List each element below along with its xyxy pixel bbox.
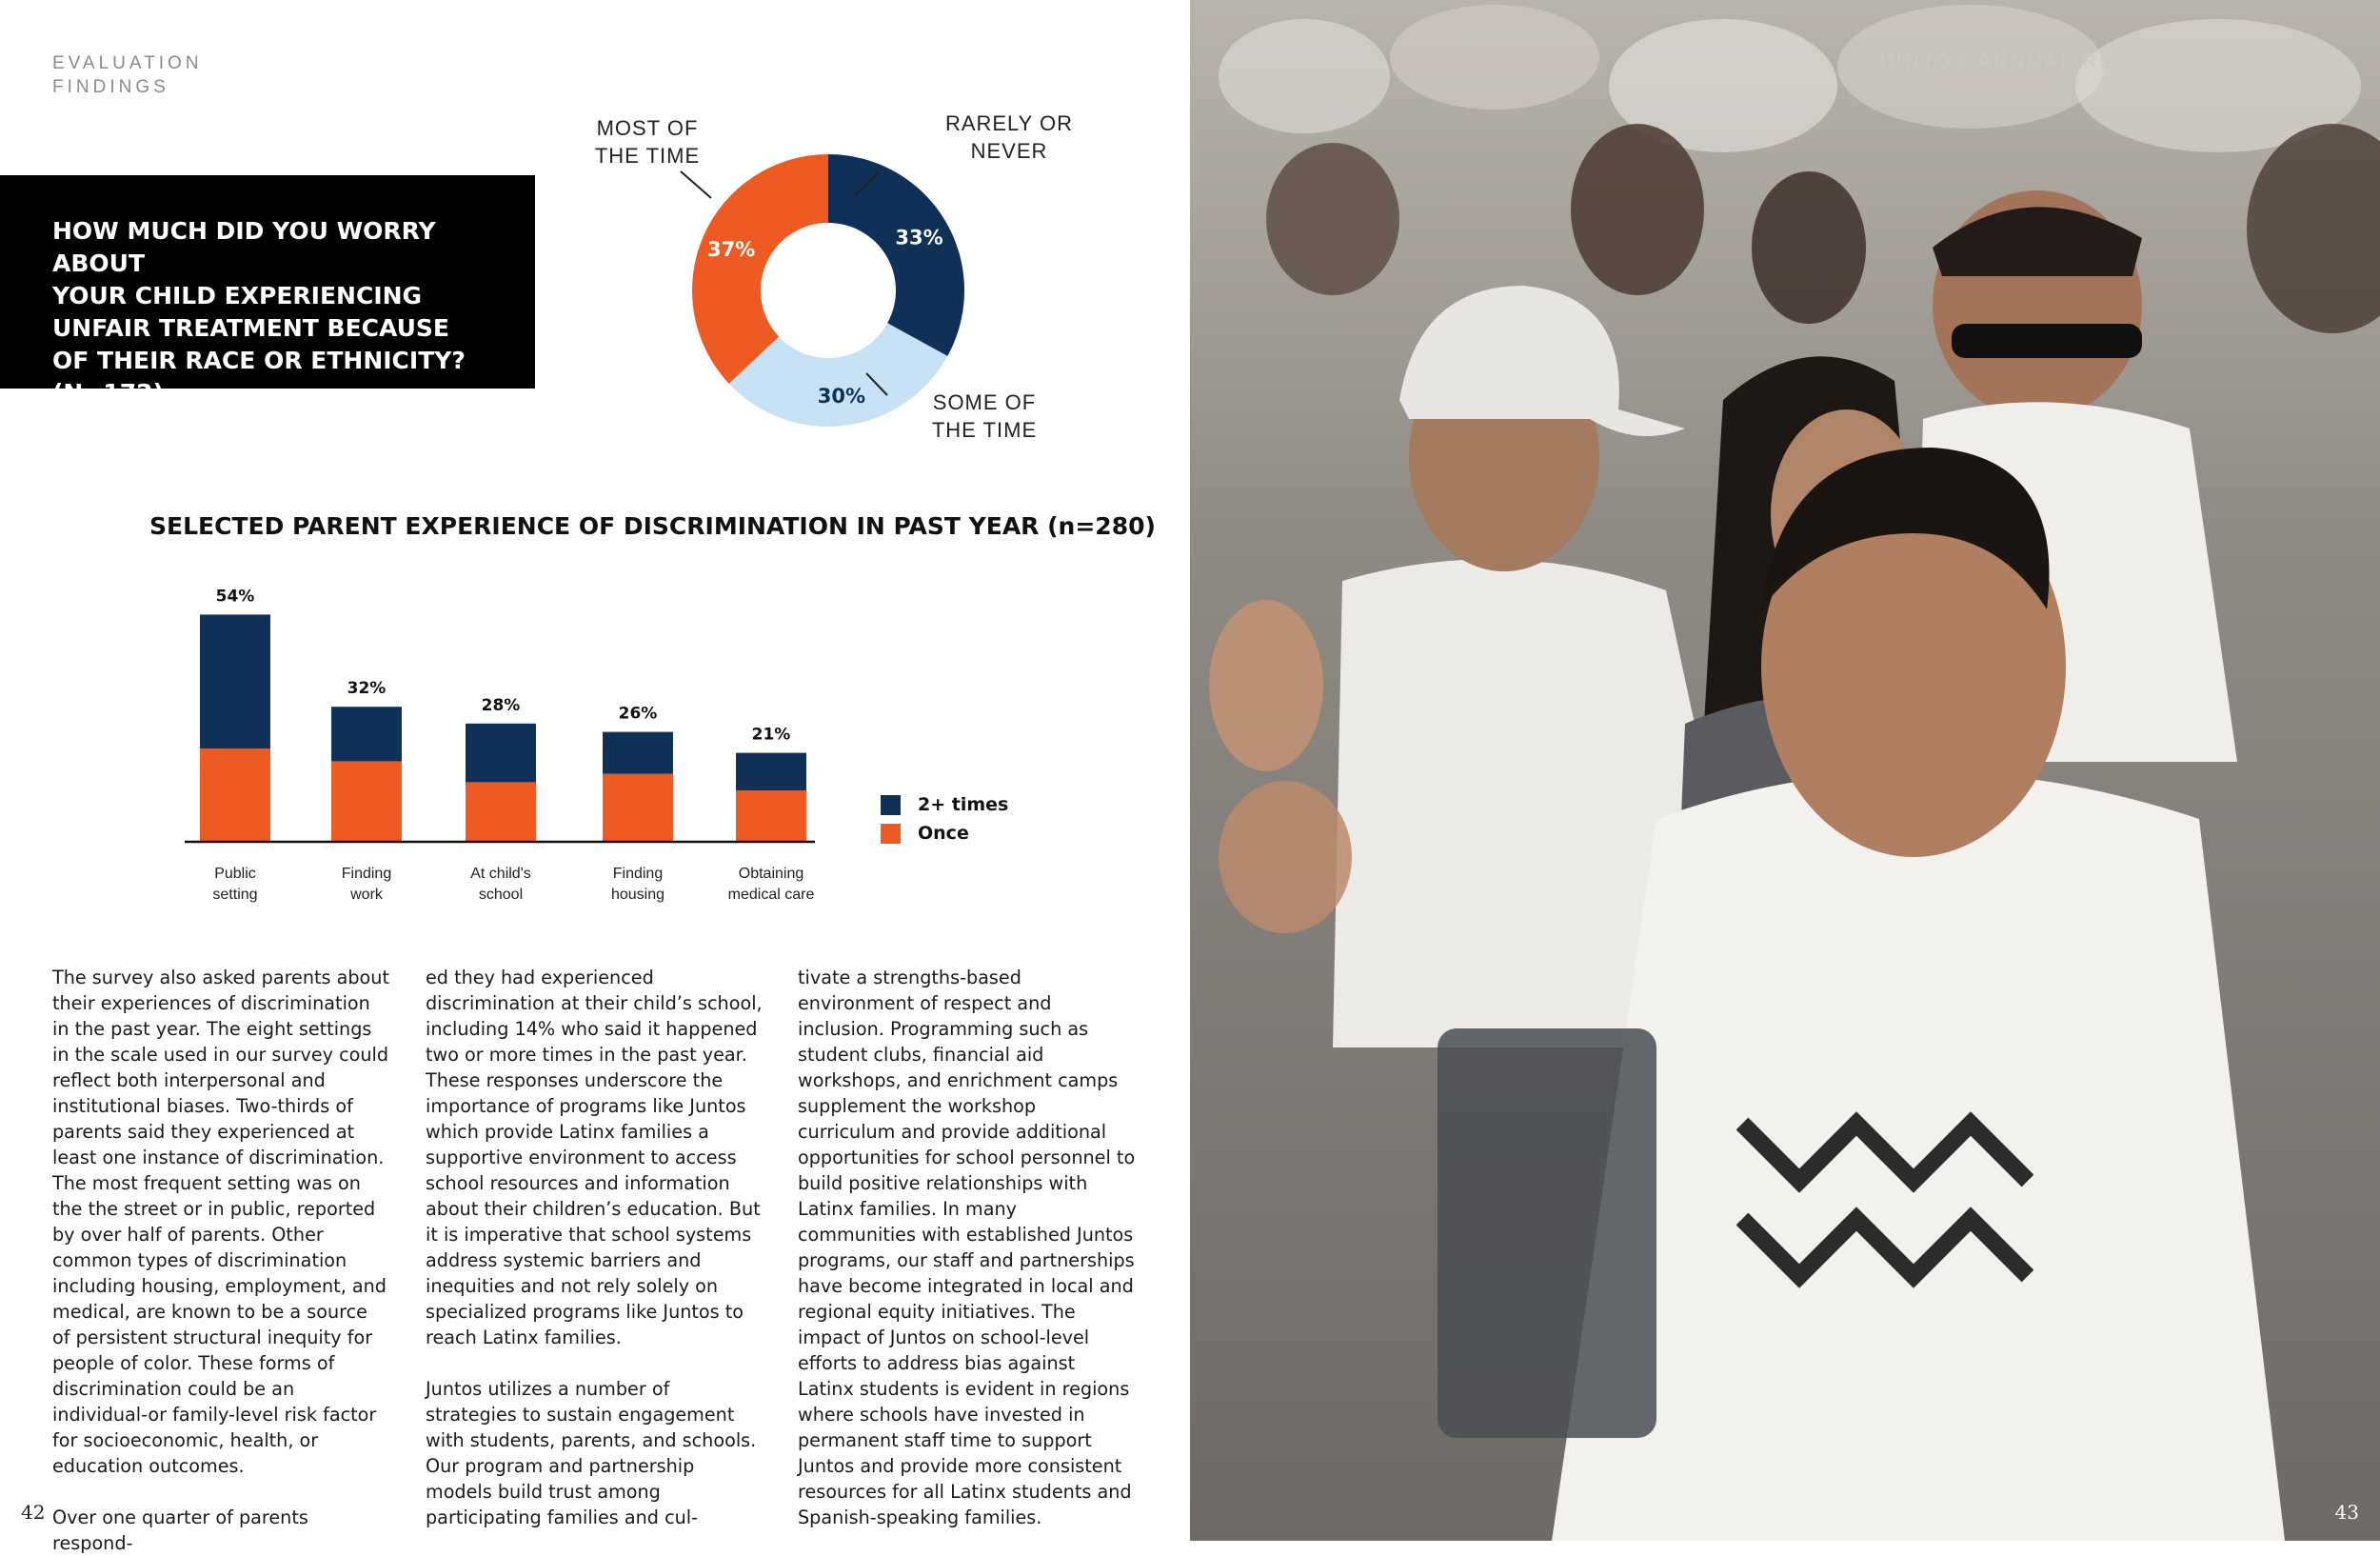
crowd-head bbox=[1752, 171, 1866, 324]
chair bbox=[1438, 1028, 1656, 1438]
crowd-blob bbox=[1219, 19, 1390, 133]
question-line: OF THEIR RACE OR ETHNICITY? (N=172) bbox=[52, 347, 466, 407]
question-line: HOW MUCH DID YOU WORRY ABOUT bbox=[52, 217, 436, 277]
question-box bbox=[0, 175, 535, 407]
legend-item bbox=[881, 819, 1008, 848]
donut-value-label: 30% bbox=[817, 385, 866, 409]
paragraph: ed they had experienced discrimination at their child’s school, including 14% who said it happened two or more times in the past year. These responses underscore the importance of programs like Juntos which provide Latinx families a supportive environment to access school resources and information about their children’s education. But it is imperative that school systems address systemic barriers and inequities and not rely solely on specialized programs like Juntos to reach Latinx families. bbox=[426, 967, 763, 1348]
donut-value-label: 37% bbox=[706, 237, 756, 261]
bar-total-label: 28% bbox=[481, 695, 521, 715]
legend-label: 2+ times bbox=[918, 794, 1009, 815]
crowd-blob bbox=[1390, 5, 1599, 110]
donut-label-some bbox=[927, 389, 1041, 444]
section-label-line1: EVALUATION bbox=[52, 53, 203, 73]
bar-segment bbox=[200, 748, 270, 841]
hands bbox=[1219, 781, 1352, 933]
bar-segment bbox=[603, 774, 673, 841]
body-column-3 bbox=[798, 965, 1136, 1530]
section-label-line2: FINDINGS bbox=[52, 77, 169, 97]
bar-segment bbox=[466, 724, 536, 783]
category-label: medical care bbox=[727, 887, 815, 903]
page-number-right: 43 bbox=[2334, 1501, 2359, 1524]
category-label: school bbox=[478, 887, 524, 903]
bar-total-label: 26% bbox=[618, 704, 658, 724]
crowd-head bbox=[1266, 143, 1399, 295]
body-column-1 bbox=[52, 965, 390, 1556]
bar-segment bbox=[466, 782, 536, 841]
donut-label-line: THE TIME bbox=[594, 144, 701, 168]
donut-value-label: 33% bbox=[895, 226, 943, 249]
category-label: work bbox=[350, 887, 383, 903]
paragraph: The survey also asked parents about their experiences of discrimination in the past year. The eight settings in the scale used in our survey could reflect both interpersonal and institutional biases. Two-thirds of parents said they experienced at least one instance of discrimination. The most frequent setting was on the the street or in public, reported by over half of parents. Other common types of discrimination including housing, employment, and medical, are known to be a source of persistent structural inequity for people of color. These forms of discrimination could be an individual-or family-level risk factor for socioeconomic, health, or education outcomes. bbox=[52, 967, 389, 1477]
category-label: Finding bbox=[341, 866, 392, 882]
body-column-2 bbox=[426, 965, 764, 1530]
category-label: Public bbox=[214, 866, 256, 882]
leader-line-most bbox=[681, 171, 711, 198]
bar-total-label: 21% bbox=[751, 725, 791, 745]
bar-segment bbox=[736, 753, 806, 791]
bar-segment bbox=[331, 707, 402, 761]
teen-shirt bbox=[1552, 771, 2285, 1541]
bar-chart bbox=[143, 571, 828, 914]
donut-label-rarely bbox=[942, 110, 1076, 165]
legend-label: Once bbox=[918, 823, 969, 844]
legend-swatch bbox=[881, 795, 901, 815]
report-header: JUNTOS ANNUAL REPORT 2019 - 2021 bbox=[1875, 51, 2328, 71]
bar-segment bbox=[603, 732, 673, 774]
donut-slice bbox=[692, 154, 828, 384]
chart-legend bbox=[881, 790, 1008, 848]
section-label bbox=[52, 51, 203, 99]
paragraph: Over one quarter of parents respond- bbox=[52, 1506, 308, 1554]
legend-swatch bbox=[881, 824, 901, 844]
legend-item bbox=[881, 790, 1008, 819]
paragraph: Juntos utilizes a number of strategies to sustain engagement with students, parents, and schools. Our program and partnership models build trust among participating families and cul- bbox=[426, 1378, 757, 1528]
bar-total-label: 54% bbox=[215, 587, 255, 607]
donut-label-line: NEVER bbox=[970, 139, 1048, 163]
category-label: Obtaining bbox=[738, 866, 804, 882]
donut-label-line: SOME OF bbox=[932, 390, 1037, 414]
donut-label-line: RARELY OR bbox=[944, 111, 1074, 135]
hands bbox=[1209, 600, 1323, 771]
donut-label-most bbox=[590, 114, 704, 170]
crowd-head bbox=[1571, 124, 1704, 295]
category-label: At child's bbox=[470, 866, 531, 882]
bar-total-label: 32% bbox=[347, 679, 387, 699]
crowd-photo bbox=[1190, 0, 2380, 1541]
question-line: YOUR CHILD EXPERIENCING bbox=[52, 282, 423, 309]
bar-segment bbox=[200, 614, 270, 748]
donut-label-line: MOST OF bbox=[596, 116, 699, 140]
category-label: Finding bbox=[612, 866, 664, 882]
question-line: UNFAIR TREATMENT BECAUSE bbox=[52, 314, 449, 342]
bar-segment bbox=[736, 790, 806, 841]
sunglasses bbox=[1952, 324, 2142, 358]
donut-slice bbox=[828, 154, 964, 356]
right-page-photo bbox=[1190, 0, 2380, 1541]
page-number-left: 42 bbox=[21, 1501, 46, 1524]
category-label: setting bbox=[212, 887, 258, 903]
chart-title: SELECTED PARENT EXPERIENCE OF DISCRIMINATION IN PAST YEAR (n=280) bbox=[149, 512, 1156, 540]
donut-label-line: THE TIME bbox=[931, 418, 1038, 442]
left-page bbox=[0, 0, 1190, 1554]
bar-segment bbox=[331, 761, 402, 841]
category-label: housing bbox=[610, 887, 665, 903]
paragraph: tivate a strengths-based environment of respect and inclusion. Programming such as student clubs, financial aid workshops, and enrichment camps supplement the workshop curriculum and provide additional opportunities for school personnel to build positive relationships with Latinx families. In many communities with established Juntos programs, our staff and partnerships have become integrated in local and regional equity initiatives. The impact of Juntos on school-level efforts to address bias against Latinx students is evident in regions where schools have invested in permanent staff time to support Juntos and provide more consistent resources for all Latinx students and Spanish-speaking families. bbox=[798, 967, 1136, 1528]
